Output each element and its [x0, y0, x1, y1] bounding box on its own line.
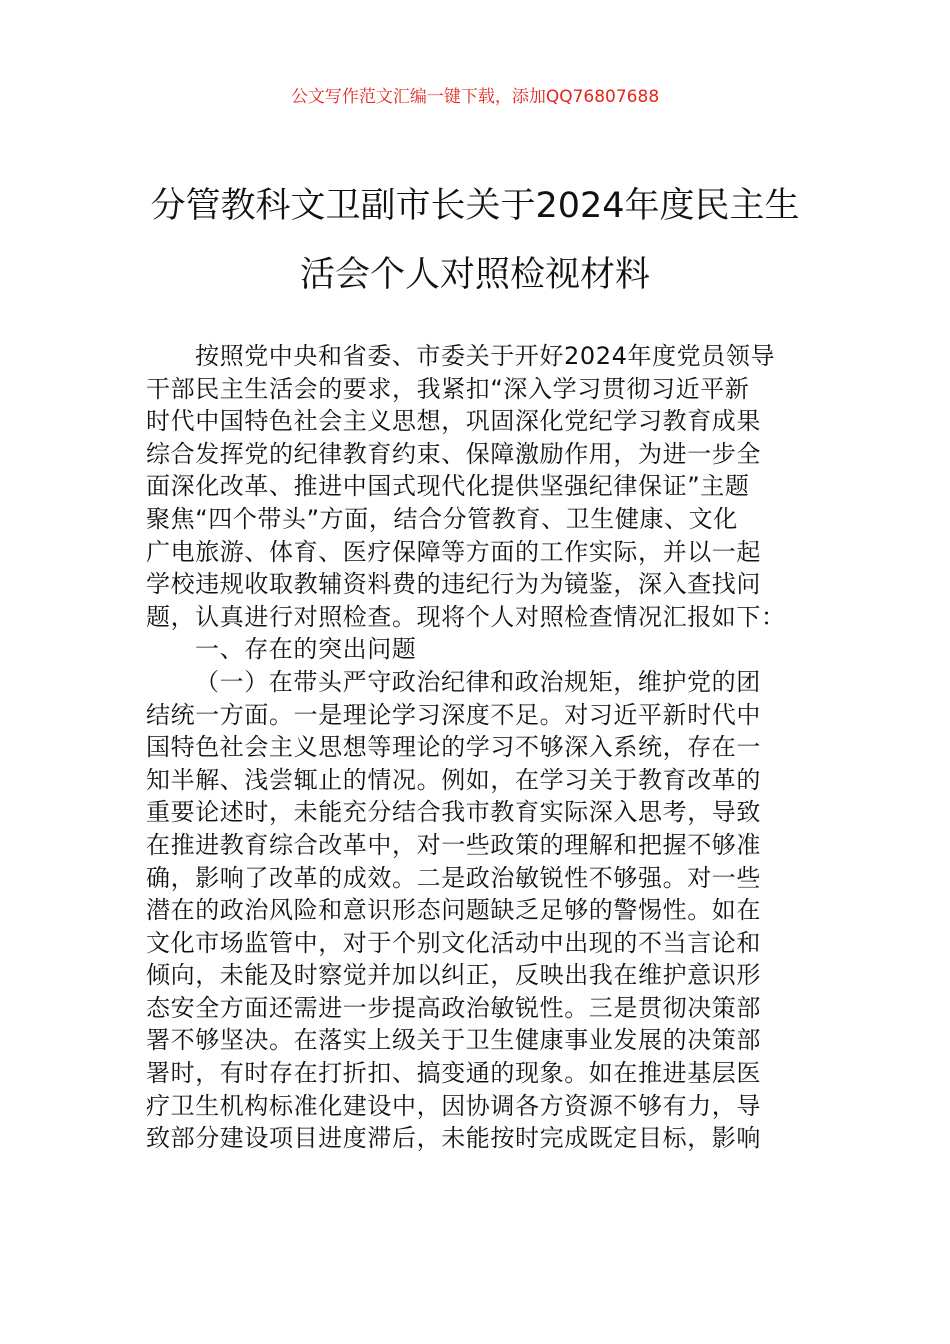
body-line: 国特色社会主义思想等理论的学习不够深入系统，存在一 [146, 733, 761, 762]
title-line-1: 分管教科文卫副市长关于2024年度民主生 [150, 186, 800, 226]
body-line: 疗卫生机构标准化建设中，因协调各方资源不够有力，导 [146, 1091, 761, 1120]
body-line: 干部民主生活会的要求，我紧扣“深入学习贯彻习近平新 [146, 374, 750, 403]
download-notice: 公文写作范文汇编一键下载，添加QQ76807688 [290, 87, 660, 107]
body-line: 在推进教育综合改革中，对一些政策的理解和把握不够准 [146, 830, 761, 859]
body-line: 态安全方面还需进一步提高政治敏锐性。三是贯彻决策部 [146, 993, 761, 1022]
body-line: 文化市场监管中，对于个别文化活动中出现的不当言论和 [146, 928, 761, 957]
body-line: 署时，有时存在打折扣、搞变通的现象。如在推进基层医 [146, 1059, 761, 1088]
page-title [70, 172, 880, 310]
body-line: 按照党中央和省委、市委关于开好2024年度党员领导 [195, 342, 776, 370]
body-line: 面深化改革、推进中国式现代化提供坚强纪律保证”主题 [146, 472, 750, 501]
body-line: 确，影响了改革的成效。二是政治敏锐性不够强。对一些 [146, 863, 761, 892]
body-line: 重要论述时，未能充分结合我市教育实际深入思考，导致 [146, 798, 761, 827]
body-line: 题，认真进行对照检查。现将个人对照检查情况汇报如下： [146, 602, 786, 631]
body-line: 知半解、浅尝辄止的情况。例如，在学习关于教育改革的 [146, 765, 761, 794]
body-line: 学校违规收取教辅资料费的违纪行为为镜鉴，深入查找问 [146, 570, 761, 599]
body-line: 倾向，未能及时察觉并加以纠正，反映出我在维护意识形 [146, 961, 761, 990]
body-line: 潜在的政治风险和意识形态问题缺乏足够的警惕性。如在 [146, 896, 761, 925]
body-line: 时代中国特色社会主义思想，巩固深化党纪学习教育成果 [146, 407, 761, 436]
body-line: 署不够坚决。在落实上级关于卫生健康事业发展的决策部 [146, 1026, 761, 1055]
body-line: 综合发挥党的纪律教育约束、保障激励作用，为进一步全 [146, 439, 761, 468]
body-line: 结统一方面。一是理论学习深度不足。对习近平新时代中 [146, 700, 761, 729]
body-line: （一）在带头严守政治纪律和政治规矩，维护党的团 [195, 667, 761, 696]
body-line: 聚焦“四个带头”方面，结合分管教育、卫生健康、文化 [146, 504, 738, 533]
body-line: 致部分建设项目进度滞后，未能按时完成既定目标，影响 [146, 1124, 761, 1153]
body-text [146, 340, 806, 1155]
body-line: 一、存在的突出问题 [195, 635, 417, 664]
title-line-2: 活会个人对照检视材料 [299, 255, 650, 295]
body-line: 广电旅游、体育、医疗保障等方面的工作实际，并以一起 [146, 537, 761, 566]
